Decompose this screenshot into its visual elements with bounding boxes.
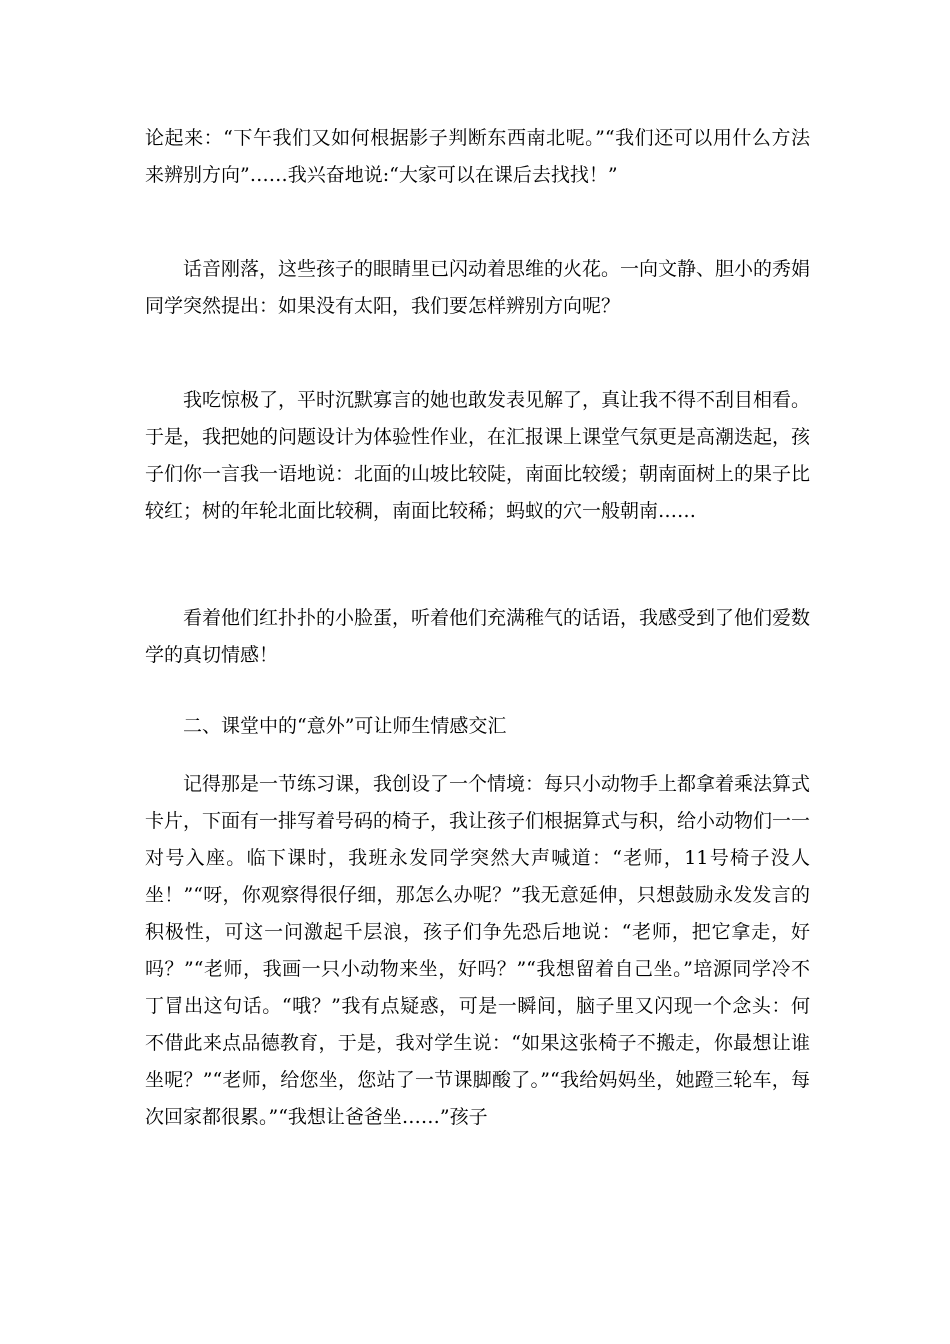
section-heading: 二、课堂中的“意外”可让师生情感交汇 <box>183 715 507 737</box>
paragraph-practice-lesson: 记得那是一节练习课，我创设了一个情境：每只小动物手上都拿着乘法算式卡片，下面有一排写着号码的椅子，我让孩子们根据算式与积，给小动物们一一对号入座。临下课时，我班永发同学突然大声喊道：“老师，11号椅子没人坐！”“呀，你观察得很仔细，那怎么办呢？”我无意延伸，只想鼓励永发发言的积极性，可这一问激起千层浪，孩子们争先恐后地说：“老师，把它拿走，好吗？”“老师，我画一只小动物来坐，好吗？”“我想留着自己坐。”培源同学冷不丁冒出这句话。“哦？”我有点疑惑，可是一瞬间，脑子里又闪现一个念头：何不借此来点品德教育，于是，我对学生说：“如果这张椅子不搬走，你最想让谁坐呢？”“老师，给您坐，您站了一节课脚酸了。”“我给妈妈坐，她蹬三轮车，每次回家都很累。”“我想让爸爸坐……”孩子 <box>145 773 811 1128</box>
paragraph-experience-homework: 我吃惊极了，平时沉默寡言的她也敢发表见解了，真让我不得不刮目相看。于是，我把她的问题设计为体验性作业，在汇报课上课堂气氛更是高潮迭起，孩子们你一言我一语地说：北面的山坡比较陡，南面比较缓；朝南面树上的果子比较红；树的年轮北面比较稠，南面比较稀；蚂蚁的穴一般朝南…… <box>145 389 811 522</box>
paragraph-continuation: 论起来：“下午我们又如何根据影子判断东西南北呢。”“我们还可以用什么方法来辨别方向”……我兴奋地说:“大家可以在课后去找找！” <box>145 127 810 186</box>
paragraph-question: 话音刚落，这些孩子的眼睛里已闪动着思维的火花。一向文静、胆小的秀娟同学突然提出：如果没有太阳，我们要怎样辨别方向呢？ <box>145 258 811 317</box>
paragraph-feeling: 看着他们红扑扑的小脸蛋，听着他们充满稚气的话语，我感受到了他们爱数学的真切情感！ <box>145 607 811 666</box>
